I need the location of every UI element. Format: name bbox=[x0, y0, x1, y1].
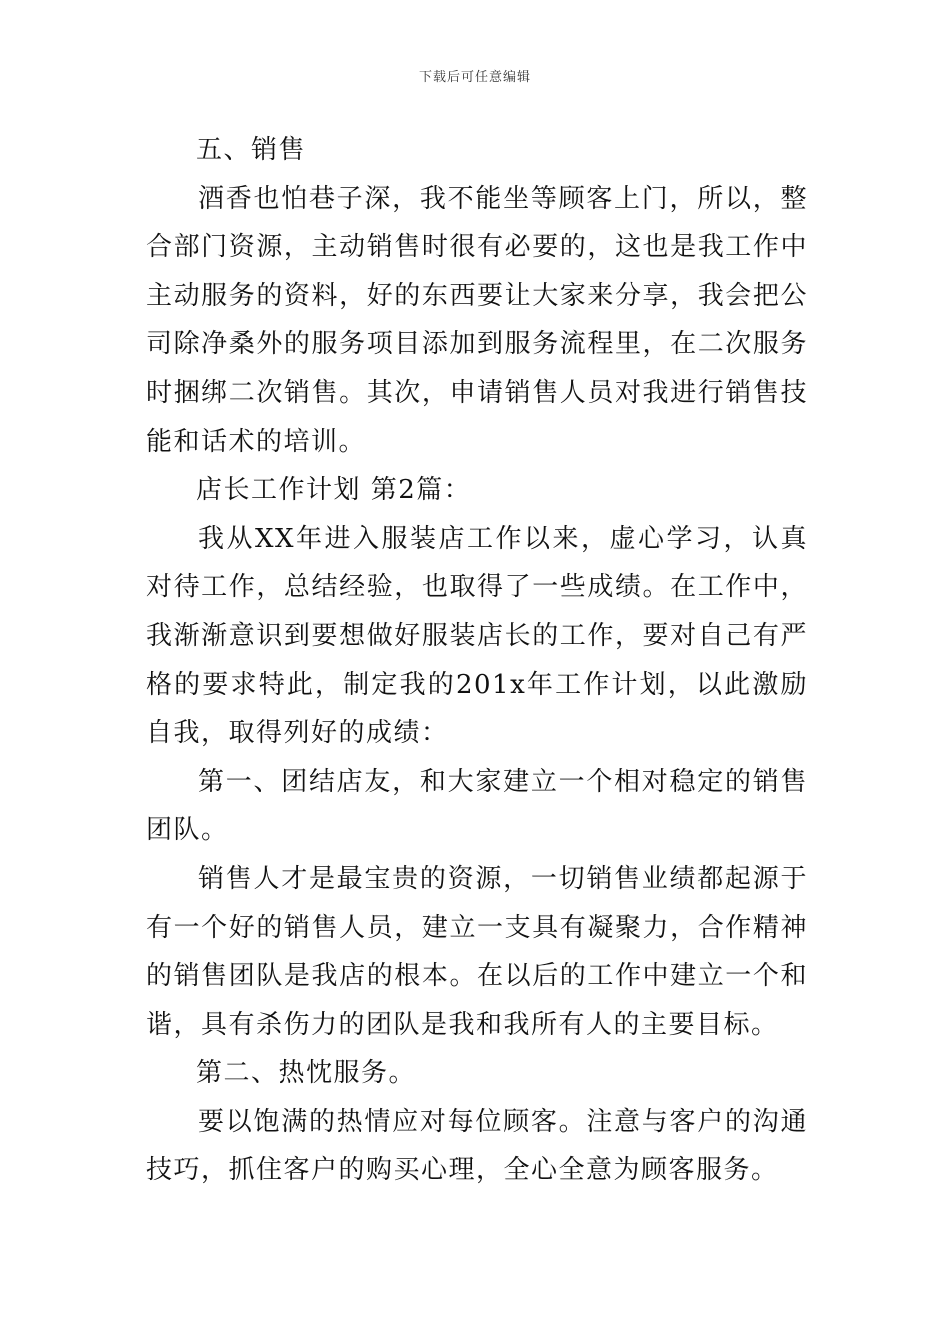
paragraph-sales: 酒香也怕巷子深，我不能坐等顾客上门，所以，整合部门资源，主动销售时很有必要的，这也是我工作中主动服务的资料，好的东西要让大家来分享，我会把公司除净桑外的服务项目添加到服务流程里，在二次服务时捆绑二次销售。其次，申请销售人员对我进行销售技能和话术的培训。 bbox=[146, 183, 808, 457]
paragraph-team: 销售人才是最宝贵的资源，一切销售业绩都起源于有一个好的销售人员，建立一支具有凝聚力，合作精神的销售团队是我店的根本。在以后的工作中建立一个和谐，具有杀伤力的团队是我和我所有人的主要目标。 bbox=[146, 863, 808, 1040]
paragraph-point-one: 第一、团结店友，和大家建立一个相对稳定的销售团队。 bbox=[146, 766, 808, 846]
document-body bbox=[146, 126, 808, 1195]
paragraph-intro: 我从XX年进入服装店工作以来，虚心学习，认真对待工作，总结经验，也取得了一些成绩。在工作中，我渐渐意识到要想做好服装店长的工作，要对自己有严格的要求特此，制定我的201x年工作计划，以此激励自我，取得列好的成绩： bbox=[146, 523, 808, 749]
paragraph-service: 要以饱满的热情应对每位顾客。注意与客户的沟通技巧，抓住客户的购买心理，全心全意为顾客服务。 bbox=[146, 1106, 808, 1186]
page-header: 下载后可任意编辑 bbox=[418, 70, 531, 85]
section-heading-sales: 五、销售 bbox=[196, 135, 307, 165]
paragraph-point-two: 第二、热忱服务。 bbox=[196, 1058, 417, 1089]
section-heading-plan-2: 店长工作计划 第2篇： bbox=[196, 475, 472, 506]
